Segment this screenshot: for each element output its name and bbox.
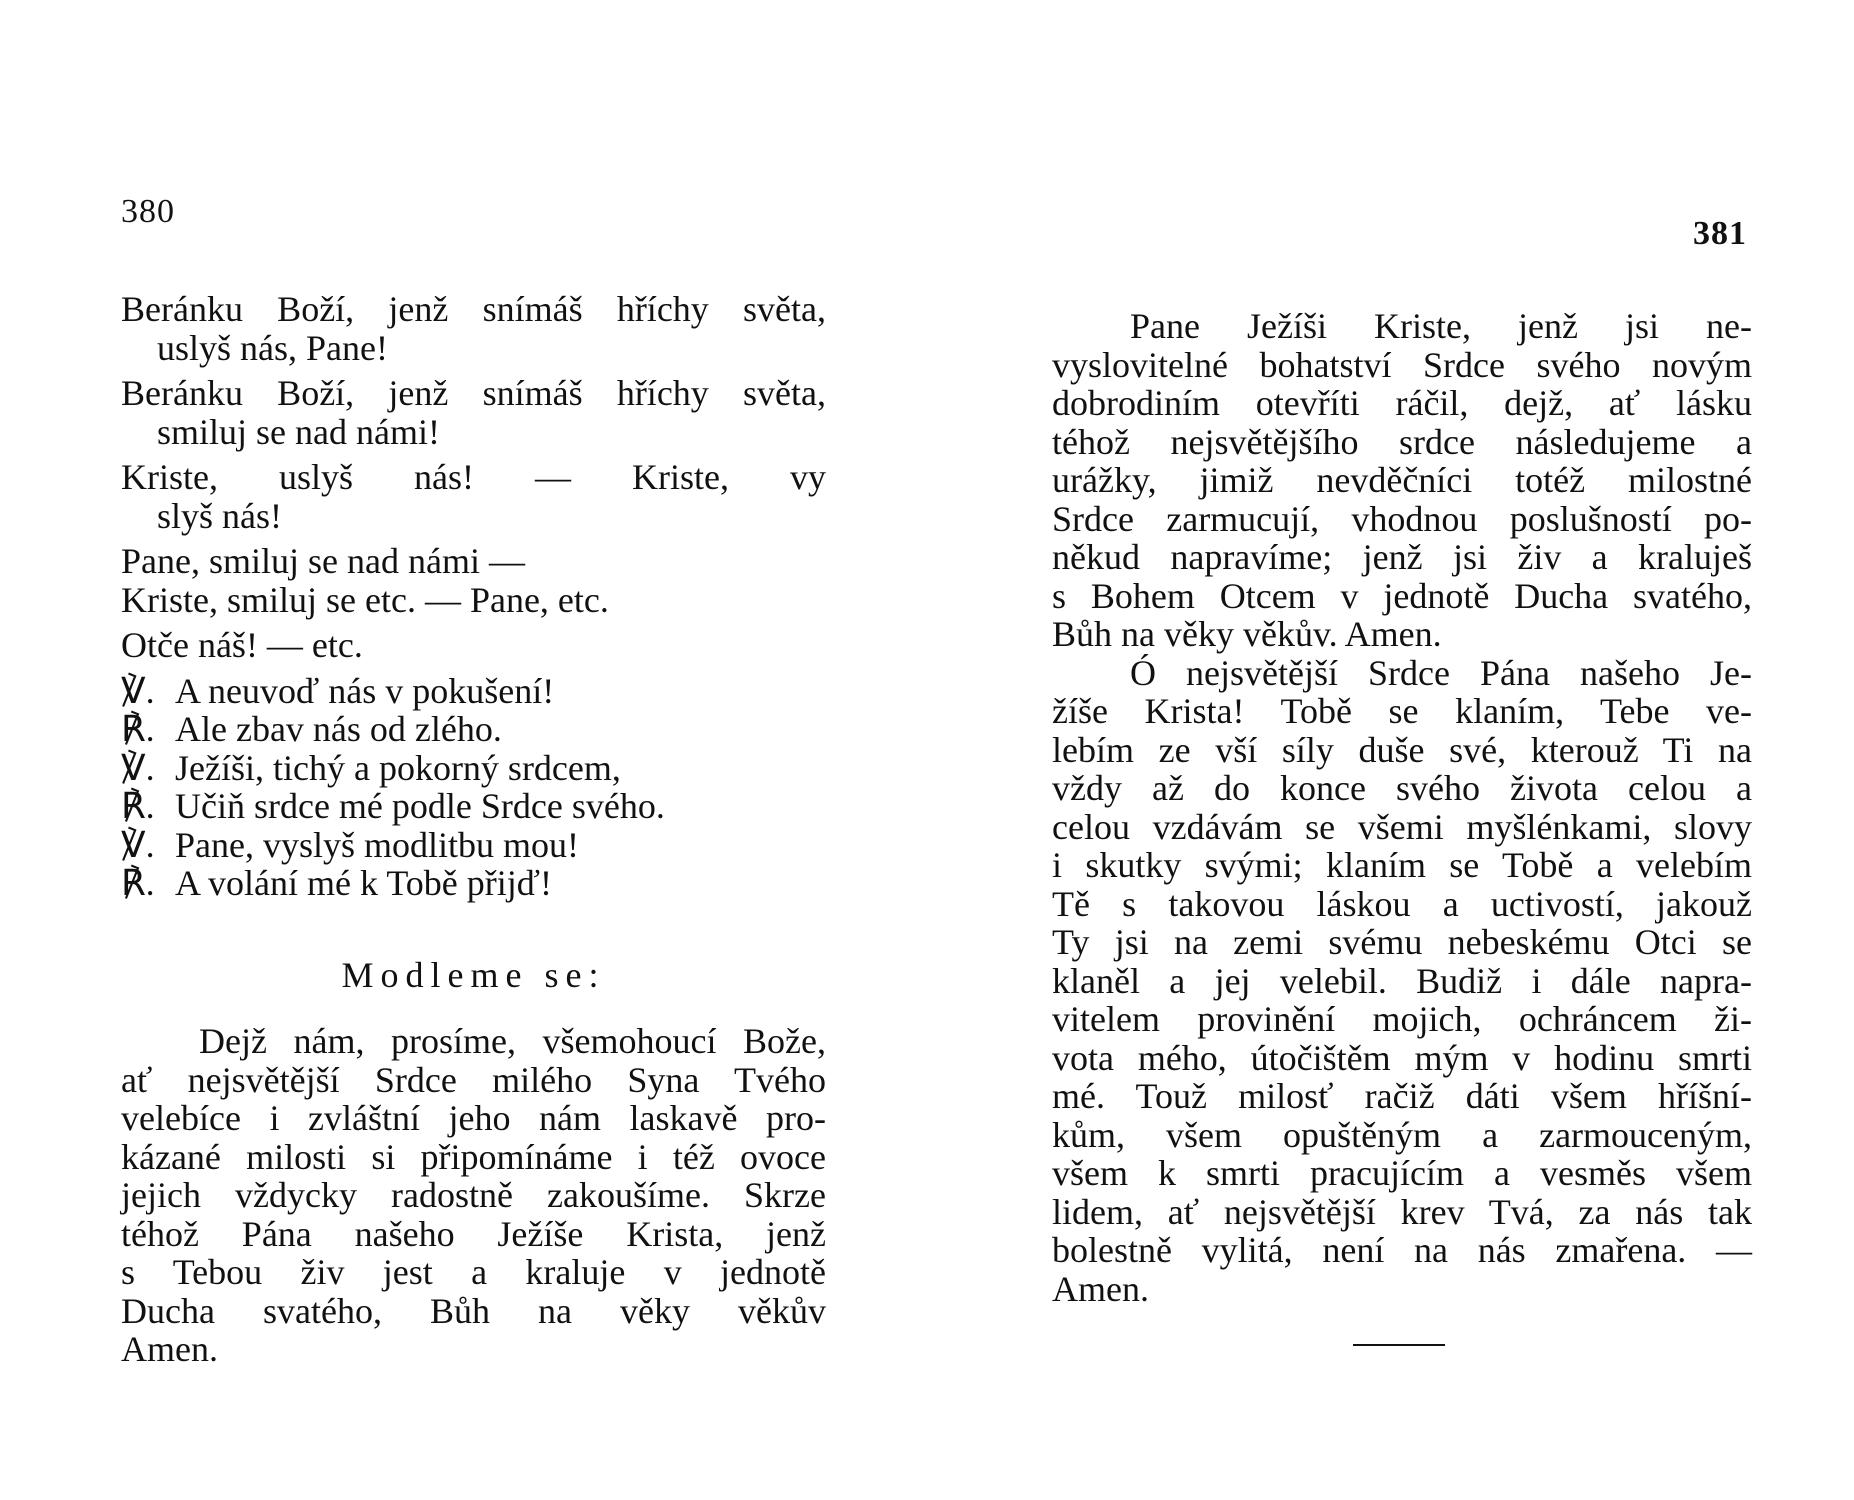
litany-line: Kriste, uslyš nás! — Kriste, vy — [121, 457, 826, 497]
versicle-text: Pane, vyslyš modlitbu mou! — [175, 824, 579, 865]
versicle-mark: ℣. — [121, 747, 155, 788]
prayer-line: klaněl a jej velebil. Budiž i dále napra- — [1052, 960, 1752, 1001]
prayer-line: Amen. — [1052, 1268, 1149, 1309]
prayer-line: velebíce i zvláštní jeho nám laskavě pro- — [121, 1098, 826, 1138]
prayer-line: dobrodiním otevříti ráčil, dejž, ať lásku — [1052, 383, 1752, 423]
prayer-line: vota mého, útočištěm mým v hodinu smrti — [1052, 1037, 1752, 1078]
prayer-line: ať nejsvětější Srdce milého Syna Tvého — [121, 1059, 826, 1100]
prayer-line: Ty jsi na zemi svému nebeskému Otci se — [1052, 922, 1752, 962]
prayer-line: Dejž nám, prosíme, všemohoucí Bože, — [199, 1021, 826, 1061]
prayer-line: celou vzdávám se všemi myšlénkami, slovy — [1052, 806, 1752, 847]
page-number-left: 380 — [121, 193, 175, 230]
prayer-line: téhož Pána našeho Ježíše Krista, jenž — [121, 1213, 826, 1254]
versicle-text: Ježíši, tichý a pokorný srdcem, — [175, 747, 621, 788]
litany-line: smiluj se nad námi! — [157, 411, 440, 452]
versicle-text: A neuvoď nás v pokušení! — [175, 670, 555, 711]
prayer-line: lebím ze vší síly duše své, kterouž Ti na — [1052, 729, 1752, 770]
prayer-line: jejich vždycky radostně zakoušíme. Skrze — [121, 1175, 826, 1215]
response-line — [121, 864, 826, 903]
prayer-line: vždy až do konce svého života celou a — [1052, 768, 1752, 808]
prayer-line: lidem, ať nejsvětější krev Tvá, za nás tak — [1052, 1191, 1752, 1232]
prayer-line: někud napravíme; jenž jsi živ a kraluješ — [1052, 537, 1752, 577]
prayer-line: i skutky svými; klaním se Tobě a velebím — [1052, 845, 1752, 885]
prayer-line: Amen. — [121, 1329, 218, 1369]
prayer-line: mé. Touž milosť račiž dáti všem hříšní- — [1052, 1076, 1752, 1116]
prayer-line: urážky, jimiž nevděčníci totéž milostné — [1052, 460, 1752, 500]
prayer-line: Ducha svatého, Bůh na věky věkův — [121, 1290, 826, 1331]
prayer-line: všem k smrti pracujícím a vesměs všem — [1052, 1153, 1752, 1193]
prayer-line: s Tebou živ jest a kraluje v jednotě — [121, 1252, 826, 1292]
litany-line: Beránku Boží, jenž snímáš hříchy světa, — [121, 289, 826, 329]
prayer-line: Srdce zarmucují, vhodnou poslušností po- — [1052, 498, 1752, 539]
litany-line: Pane, smiluj se nad námi — — [121, 541, 525, 581]
litany-line: uslyš nás, Pane! — [157, 327, 388, 368]
prayer-line: vyslovitelné bohatství Srdce svého novým — [1052, 344, 1752, 385]
closing-prayer-left — [121, 1022, 826, 1369]
response-line — [121, 787, 826, 826]
versicle-line — [121, 672, 826, 711]
prayer-line: s Bohem Otcem v jednotě Ducha svatého, — [1052, 575, 1752, 616]
versicle-mark: ℣. — [121, 670, 155, 711]
response-mark: ℟. — [121, 709, 155, 749]
end-divider-rule — [1353, 1344, 1445, 1346]
prayer-line: kům, všem opuštěným a zarmouceným, — [1052, 1114, 1752, 1155]
response-text: Ale zbav nás od zlého. — [175, 709, 502, 749]
response-text: A volání mé k Tobě přijď! — [175, 863, 553, 903]
response-mark: ℟. — [121, 863, 155, 903]
prayer-line: žíše Krista! Tobě se klaním, Tebe ve- — [1052, 691, 1752, 731]
litany-line: Beránku Boží, jenž snímáš hříchy světa, — [121, 373, 826, 413]
prayer-line: bolestně vylitá, není na nás zmařena. — — [1052, 1230, 1752, 1270]
versicle-mark: ℣. — [121, 824, 155, 865]
litany-line: Otče náš! — etc. — [121, 625, 363, 665]
prayer-line: vitelem provinění mojich, ochráncem ži- — [1052, 999, 1752, 1039]
prayer-line: téhož nejsvětějšího srdce následujeme a — [1052, 421, 1752, 462]
litany-block — [121, 290, 826, 903]
prayer-line: Bůh na věky věkův. Amen. — [1052, 614, 1442, 654]
response-line — [121, 710, 826, 749]
prayer-line: Pane Ježíši Kriste, jenž jsi ne- — [1130, 306, 1752, 346]
oremus-heading: Modleme se: — [341, 955, 606, 995]
response-text: Učiň srdce mé podle Srdce svého. — [175, 786, 665, 826]
versicle-line — [121, 749, 826, 788]
prayer-line: Tě s takovou láskou a uctivostí, jakouž — [1052, 883, 1752, 924]
versicle-line — [121, 826, 826, 865]
prayer-line: Ó nejsvětější Srdce Pána našeho Je- — [1130, 652, 1752, 693]
sacred-heart-prayer — [1052, 307, 1752, 1308]
response-mark: ℟. — [121, 786, 155, 826]
litany-line: slyš nás! — [157, 495, 282, 536]
page-number-right: 381 — [1693, 215, 1747, 252]
prayer-line: kázané milosti si připomínáme i též ovoce — [121, 1136, 826, 1177]
litany-line: Kriste, smiluj se etc. — Pane, etc. — [121, 579, 609, 620]
